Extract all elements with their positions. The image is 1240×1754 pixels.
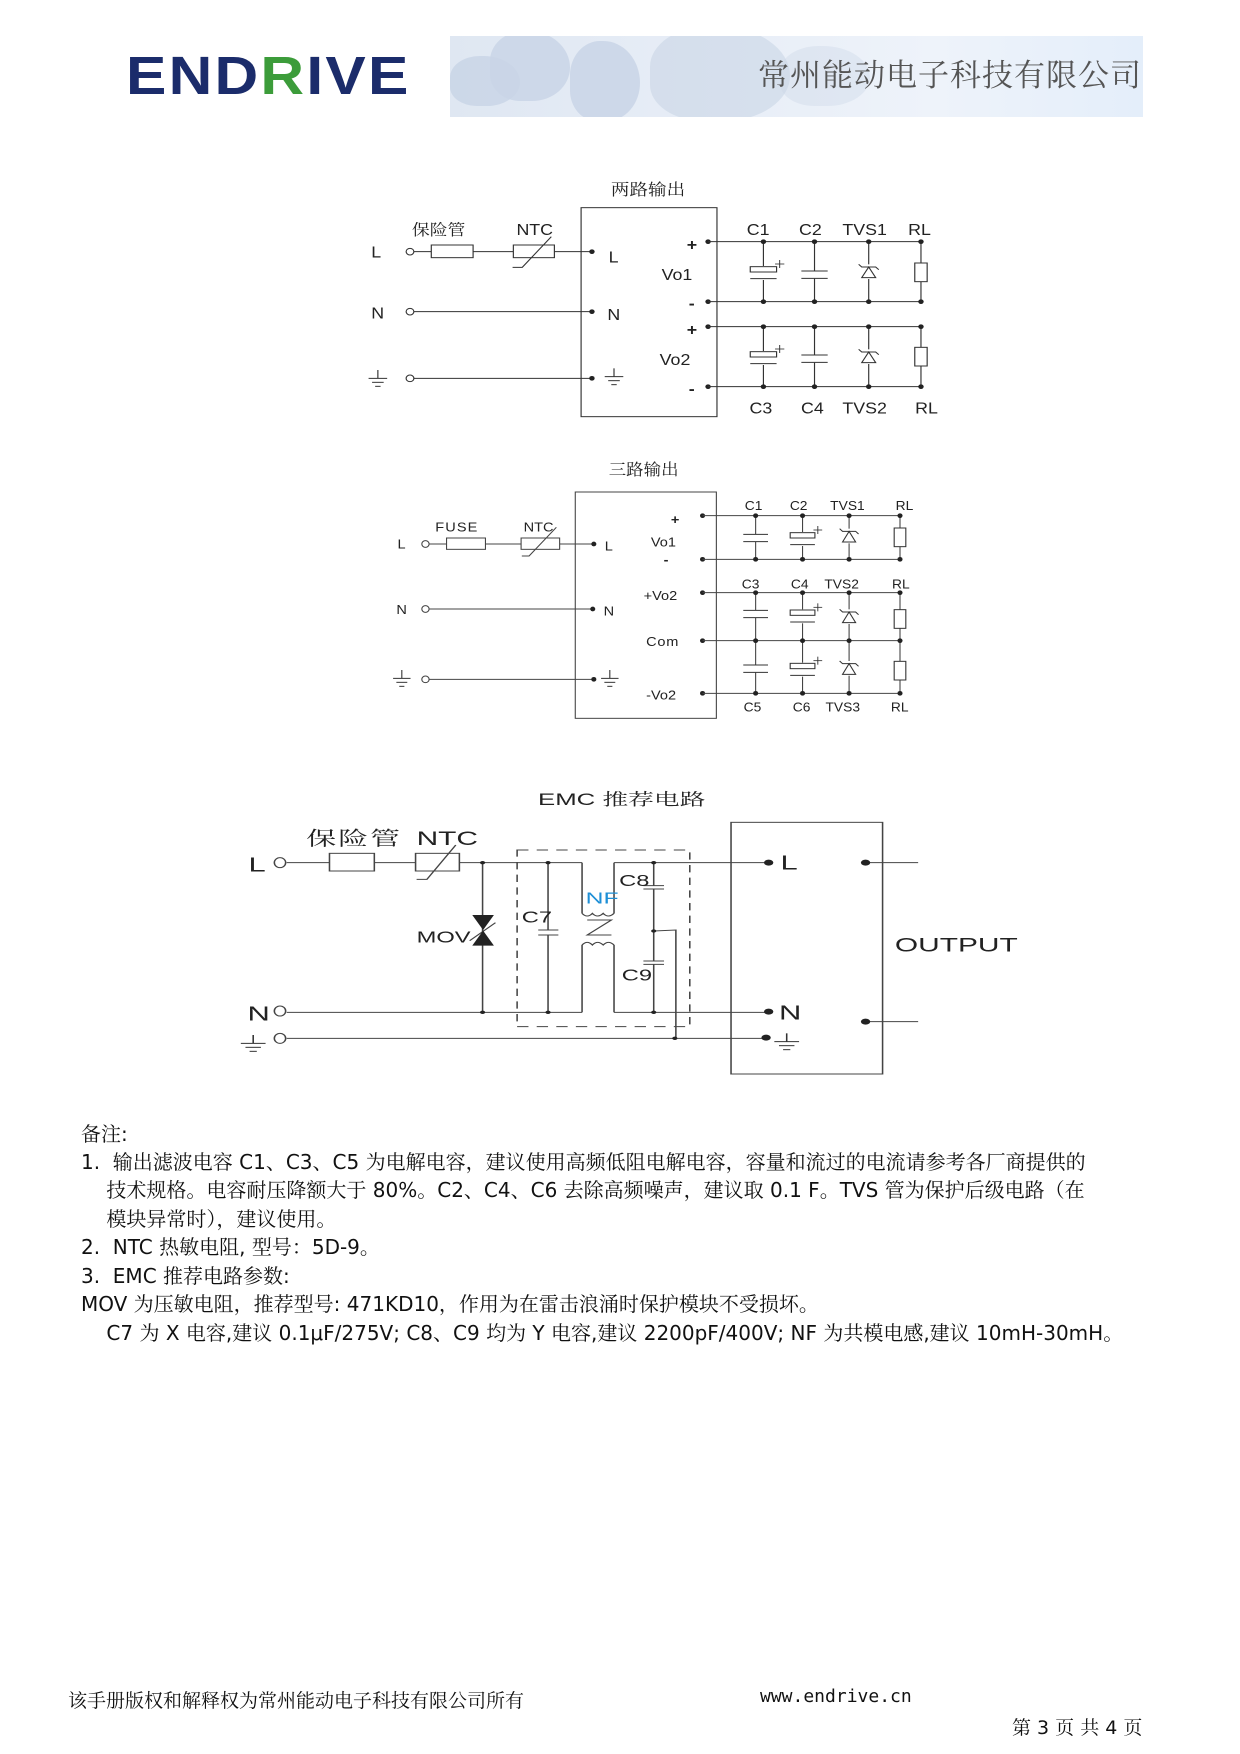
logo-part-r: R bbox=[260, 46, 307, 106]
input-n-label: N bbox=[247, 1002, 270, 1026]
note-line: 1. 输出滤波电容 C1、C3、C5 为电解电容，建议使用高频低阻电解电容，容量和流过的电流请参考各厂商提供的 bbox=[81, 1150, 1086, 1174]
component-label: TVS2 bbox=[824, 576, 859, 592]
component-label: C3 bbox=[749, 399, 773, 418]
module-box bbox=[731, 822, 883, 1074]
plus-label: + bbox=[670, 511, 680, 527]
ntc-label: NTC bbox=[416, 828, 478, 850]
component-label: C1 bbox=[746, 221, 770, 239]
mov-label: MOV bbox=[416, 929, 471, 947]
component-label: C4 bbox=[800, 399, 824, 418]
module-box bbox=[575, 492, 716, 718]
nf-coil-top bbox=[582, 913, 614, 916]
component-label: RL bbox=[892, 576, 910, 592]
nf-label: NF bbox=[585, 889, 619, 908]
module-l-label: L bbox=[604, 538, 613, 554]
note-line: 2. NTC 热敏电阻, 型号：5D-9。 bbox=[81, 1235, 380, 1259]
minus-vo2-label: -Vo2 bbox=[646, 686, 677, 703]
module-n-label: N bbox=[607, 306, 621, 324]
diagram-title: 三路输出 bbox=[608, 460, 679, 479]
plus-label: + bbox=[686, 321, 698, 339]
website-link[interactable]: www.endrive.cn bbox=[760, 1686, 912, 1707]
diagram-title: EMC 推荐电路 bbox=[538, 789, 706, 809]
tvs-diode-3 bbox=[840, 661, 859, 676]
module-n-label: N bbox=[778, 1000, 802, 1024]
vo1-label: Vo1 bbox=[661, 266, 693, 284]
nf-coil-bottom bbox=[582, 942, 614, 945]
c7-label: C7 bbox=[521, 909, 553, 927]
diagram-title: 两路输出 bbox=[610, 180, 686, 199]
three-output-diagram bbox=[380, 450, 940, 740]
fuse-symbol bbox=[447, 538, 486, 549]
two-output-diagram bbox=[350, 170, 950, 430]
logo-part: END bbox=[126, 46, 261, 106]
input-n-label: N bbox=[371, 304, 385, 323]
plus-vo2-label: +Vo2 bbox=[643, 587, 678, 603]
capacitor-c2 bbox=[801, 271, 829, 279]
ntc-label: NTC bbox=[523, 519, 554, 535]
logo-part: IVE bbox=[306, 46, 411, 106]
input-n-label: N bbox=[396, 601, 407, 617]
plus-label: + bbox=[686, 236, 698, 254]
module-n-label: N bbox=[603, 603, 615, 619]
component-label: C3 bbox=[741, 576, 760, 592]
tvs-diode-2 bbox=[840, 609, 859, 624]
capacitor-c1 bbox=[743, 534, 769, 542]
input-l-label: L bbox=[371, 243, 382, 262]
note-line: C7 为 X 电容,建议 0.1μF/275V; C8、C9 均为 Y 电容,建议 2200pF/400V; NF 为共模电感,建议 10mH-30mH。 bbox=[81, 1321, 1124, 1345]
module-l-label: L bbox=[608, 248, 619, 267]
endrive-logo bbox=[126, 46, 411, 106]
minus-label: - bbox=[688, 294, 695, 313]
note-line: 技术规格。电容耐压降额大于 80%。C2、C4、C6 去除高频噪声，建议取 0.1 F。TVS 管为保护后级电路（在 bbox=[81, 1178, 1085, 1202]
fuse-label: FUSE bbox=[435, 519, 479, 535]
ground-icon bbox=[601, 670, 618, 686]
com-label: Com bbox=[646, 633, 680, 649]
component-label: RL bbox=[915, 399, 938, 418]
electrolytic-capacitor-c4 bbox=[789, 603, 822, 623]
input-l-label: L bbox=[248, 853, 266, 877]
electrolytic-capacitor-c2 bbox=[789, 526, 822, 546]
component-label: C5 bbox=[743, 700, 762, 715]
component-label: C6 bbox=[792, 700, 811, 715]
load-resistor bbox=[915, 263, 927, 282]
tvs-diode-1 bbox=[859, 264, 879, 279]
ground-icon bbox=[605, 368, 624, 384]
component-label: C2 bbox=[799, 221, 822, 239]
page-number: 第 3 页 共 4 页 bbox=[1012, 1717, 1143, 1739]
component-label: TVS3 bbox=[825, 700, 861, 715]
vo1-label: Vo1 bbox=[650, 534, 676, 550]
fuse-label: 保险管 bbox=[411, 221, 466, 239]
component-label: RL bbox=[890, 700, 909, 715]
fuse-symbol bbox=[329, 853, 374, 871]
note-line: 模块异常时），建议使用。 bbox=[81, 1207, 337, 1231]
capacitor-c4 bbox=[801, 355, 829, 363]
ntc-symbol bbox=[416, 853, 460, 871]
copyright-text: 该手册版权和解释权为常州能动电子科技有限公司所有 bbox=[68, 1690, 525, 1712]
electrolytic-capacitor-c6 bbox=[789, 657, 822, 677]
company-name: 常州能动电子科技有限公司 bbox=[758, 58, 1142, 94]
capacitor-c5 bbox=[743, 665, 769, 673]
fuse-label: 保险管 bbox=[306, 828, 403, 850]
load-resistor bbox=[894, 610, 906, 629]
load-resistor bbox=[915, 347, 927, 366]
electrolytic-capacitor-c3 bbox=[749, 345, 784, 365]
load-resistor bbox=[894, 528, 906, 547]
load-resistor bbox=[894, 661, 906, 680]
component-label: TVS1 bbox=[830, 498, 865, 513]
output-label: OUTPUT bbox=[894, 934, 1018, 957]
ground-icon bbox=[774, 1033, 799, 1049]
tvs-diode-1 bbox=[840, 529, 859, 544]
c8-label: C8 bbox=[619, 872, 650, 890]
c9-label: C9 bbox=[621, 967, 653, 985]
minus-label: - bbox=[688, 380, 695, 398]
note-line: 3. EMC 推荐电路参数: bbox=[81, 1264, 290, 1288]
vo2-label: Vo2 bbox=[659, 351, 691, 369]
note-line: MOV 为压敏电阻，推荐型号: 471KD10，作用为在雷击浪涌时保护模块不受损坏。 bbox=[81, 1292, 819, 1316]
ground-icon bbox=[369, 370, 388, 386]
component-label: TVS2 bbox=[842, 399, 887, 418]
minus-label: - bbox=[663, 551, 669, 567]
ntc-label: NTC bbox=[516, 221, 554, 239]
component-label: RL bbox=[908, 221, 931, 239]
emc-filter-boundary bbox=[517, 850, 690, 1027]
component-label: C1 bbox=[744, 498, 763, 513]
emc-diagram bbox=[230, 780, 1030, 1090]
module-l-label: L bbox=[780, 850, 798, 874]
component-label: C4 bbox=[790, 576, 809, 592]
notes-heading: 备注: bbox=[81, 1122, 128, 1146]
capacitor-c3 bbox=[743, 610, 769, 618]
ground-icon bbox=[393, 670, 410, 686]
output-rails bbox=[708, 242, 921, 387]
component-label: RL bbox=[895, 498, 914, 513]
input-l-label: L bbox=[397, 535, 406, 552]
fuse-symbol bbox=[431, 245, 473, 258]
electrolytic-capacitor-c1 bbox=[749, 260, 784, 280]
ground-icon bbox=[241, 1035, 266, 1051]
emc-wiring bbox=[274, 822, 918, 1074]
component-label: C2 bbox=[789, 498, 808, 513]
tvs-diode-2 bbox=[859, 349, 879, 364]
input-wiring bbox=[406, 208, 717, 417]
component-label: TVS1 bbox=[842, 221, 887, 239]
